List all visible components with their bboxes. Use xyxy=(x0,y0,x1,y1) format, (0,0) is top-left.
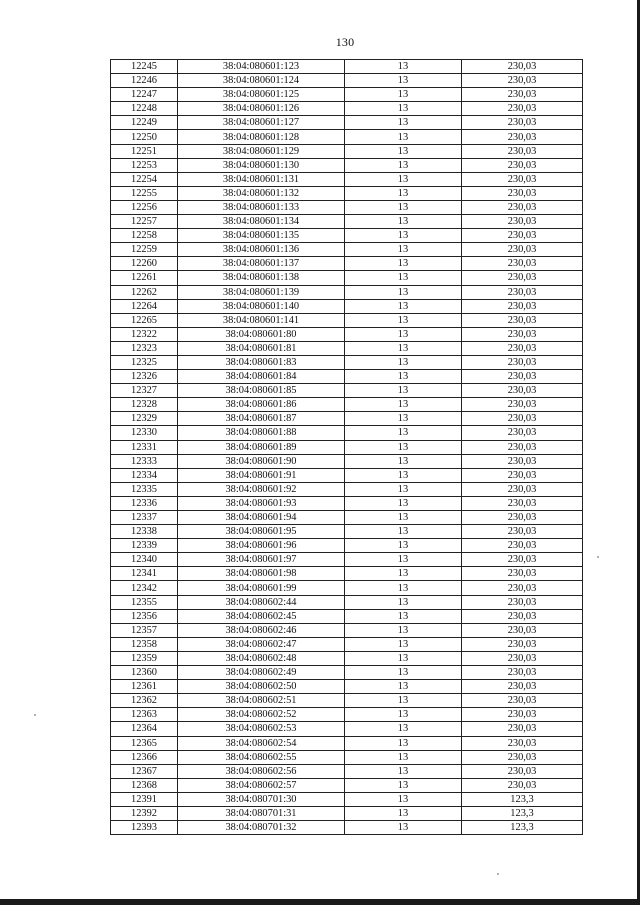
record-number-cell: 12247 xyxy=(111,88,178,102)
table-row xyxy=(111,623,583,637)
cadastral-number-cell: 38:04:080601:131 xyxy=(178,172,345,186)
cadastral-number-cell: 38:04:080601:91 xyxy=(178,468,345,482)
category-code-cell: 13 xyxy=(345,821,462,835)
category-code-cell: 13 xyxy=(345,680,462,694)
record-number-cell: 12393 xyxy=(111,821,178,835)
cadastral-number-cell: 38:04:080601:128 xyxy=(178,130,345,144)
value-cell: 230,03 xyxy=(462,496,583,510)
table-row xyxy=(111,299,583,313)
table-row xyxy=(111,384,583,398)
value-cell: 230,03 xyxy=(462,384,583,398)
cadastral-number-cell: 38:04:080601:135 xyxy=(178,229,345,243)
table-row xyxy=(111,567,583,581)
record-number-cell: 12248 xyxy=(111,102,178,116)
cadastral-number-cell: 38:04:080701:32 xyxy=(178,821,345,835)
cadastral-number-cell: 38:04:080601:83 xyxy=(178,355,345,369)
record-number-cell: 12250 xyxy=(111,130,178,144)
category-code-cell: 13 xyxy=(345,454,462,468)
cadastral-number-cell: 38:04:080602:52 xyxy=(178,708,345,722)
cadastral-number-cell: 38:04:080601:133 xyxy=(178,200,345,214)
cadastral-number-cell: 38:04:080601:99 xyxy=(178,581,345,595)
cadastral-number-cell: 38:04:080601:139 xyxy=(178,285,345,299)
record-number-cell: 12260 xyxy=(111,257,178,271)
cadastral-number-cell: 38:04:080601:127 xyxy=(178,116,345,130)
value-cell: 230,03 xyxy=(462,370,583,384)
record-number-cell: 12334 xyxy=(111,468,178,482)
category-code-cell: 13 xyxy=(345,60,462,74)
category-code-cell: 13 xyxy=(345,370,462,384)
value-cell: 230,03 xyxy=(462,243,583,257)
category-code-cell: 13 xyxy=(345,426,462,440)
cadastral-number-cell: 38:04:080601:97 xyxy=(178,553,345,567)
table-row xyxy=(111,708,583,722)
category-code-cell: 13 xyxy=(345,806,462,820)
cadastral-number-cell: 38:04:080601:96 xyxy=(178,539,345,553)
record-number-cell: 12335 xyxy=(111,482,178,496)
category-code-cell: 13 xyxy=(345,539,462,553)
table-row xyxy=(111,440,583,454)
table-row xyxy=(111,722,583,736)
table-row xyxy=(111,736,583,750)
table-row xyxy=(111,200,583,214)
cadastral-number-cell: 38:04:080601:92 xyxy=(178,482,345,496)
value-cell: 230,03 xyxy=(462,539,583,553)
table-row xyxy=(111,750,583,764)
table-row xyxy=(111,468,583,482)
cadastral-number-cell: 38:04:080601:125 xyxy=(178,88,345,102)
record-number-cell: 12329 xyxy=(111,412,178,426)
value-cell: 230,03 xyxy=(462,60,583,74)
value-cell: 123,3 xyxy=(462,792,583,806)
value-cell: 230,03 xyxy=(462,355,583,369)
record-number-cell: 12337 xyxy=(111,511,178,525)
cadastral-number-cell: 38:04:080602:53 xyxy=(178,722,345,736)
category-code-cell: 13 xyxy=(345,88,462,102)
record-number-cell: 12362 xyxy=(111,694,178,708)
record-number-cell: 12322 xyxy=(111,327,178,341)
table-row xyxy=(111,651,583,665)
cadastral-number-cell: 38:04:080601:90 xyxy=(178,454,345,468)
category-code-cell: 13 xyxy=(345,567,462,581)
category-code-cell: 13 xyxy=(345,285,462,299)
record-number-cell: 12323 xyxy=(111,341,178,355)
record-number-cell: 12330 xyxy=(111,426,178,440)
value-cell: 230,03 xyxy=(462,666,583,680)
table-row xyxy=(111,341,583,355)
record-number-cell: 12359 xyxy=(111,651,178,665)
record-number-cell: 12336 xyxy=(111,496,178,510)
value-cell: 230,03 xyxy=(462,271,583,285)
record-number-cell: 12249 xyxy=(111,116,178,130)
record-number-cell: 12255 xyxy=(111,186,178,200)
record-number-cell: 12246 xyxy=(111,74,178,88)
table-row xyxy=(111,821,583,835)
cadastral-number-cell: 38:04:080601:129 xyxy=(178,144,345,158)
records-table-body xyxy=(111,60,583,835)
cadastral-number-cell: 38:04:080602:57 xyxy=(178,778,345,792)
record-number-cell: 12338 xyxy=(111,525,178,539)
category-code-cell: 13 xyxy=(345,74,462,88)
record-number-cell: 12368 xyxy=(111,778,178,792)
category-code-cell: 13 xyxy=(345,792,462,806)
table-row xyxy=(111,158,583,172)
category-code-cell: 13 xyxy=(345,496,462,510)
scan-border-bottom xyxy=(0,899,640,905)
category-code-cell: 13 xyxy=(345,750,462,764)
value-cell: 230,03 xyxy=(462,285,583,299)
category-code-cell: 13 xyxy=(345,130,462,144)
cadastral-number-cell: 38:04:080601:137 xyxy=(178,257,345,271)
table-row xyxy=(111,525,583,539)
record-number-cell: 12253 xyxy=(111,158,178,172)
record-number-cell: 12363 xyxy=(111,708,178,722)
value-cell: 230,03 xyxy=(462,651,583,665)
category-code-cell: 13 xyxy=(345,764,462,778)
value-cell: 230,03 xyxy=(462,595,583,609)
cadastral-number-cell: 38:04:080602:49 xyxy=(178,666,345,680)
record-number-cell: 12358 xyxy=(111,637,178,651)
value-cell: 230,03 xyxy=(462,398,583,412)
table-row xyxy=(111,398,583,412)
table-row xyxy=(111,637,583,651)
table-row xyxy=(111,553,583,567)
cadastral-number-cell: 38:04:080602:47 xyxy=(178,637,345,651)
value-cell: 123,3 xyxy=(462,806,583,820)
table-row xyxy=(111,370,583,384)
value-cell: 230,03 xyxy=(462,609,583,623)
record-number-cell: 12367 xyxy=(111,764,178,778)
category-code-cell: 13 xyxy=(345,736,462,750)
record-number-cell: 12257 xyxy=(111,215,178,229)
table-row xyxy=(111,186,583,200)
value-cell: 230,03 xyxy=(462,172,583,186)
cadastral-number-cell: 38:04:080602:44 xyxy=(178,595,345,609)
table-row xyxy=(111,680,583,694)
cadastral-number-cell: 38:04:080601:132 xyxy=(178,186,345,200)
category-code-cell: 13 xyxy=(345,172,462,186)
cadastral-number-cell: 38:04:080602:46 xyxy=(178,623,345,637)
category-code-cell: 13 xyxy=(345,355,462,369)
category-code-cell: 13 xyxy=(345,511,462,525)
category-code-cell: 13 xyxy=(345,158,462,172)
table-row xyxy=(111,130,583,144)
table-row xyxy=(111,271,583,285)
category-code-cell: 13 xyxy=(345,609,462,623)
table-row xyxy=(111,102,583,116)
cadastral-number-cell: 38:04:080601:136 xyxy=(178,243,345,257)
record-number-cell: 12251 xyxy=(111,144,178,158)
value-cell: 230,03 xyxy=(462,327,583,341)
category-code-cell: 13 xyxy=(345,384,462,398)
table-row xyxy=(111,806,583,820)
record-number-cell: 12361 xyxy=(111,680,178,694)
value-cell: 230,03 xyxy=(462,102,583,116)
value-cell: 230,03 xyxy=(462,722,583,736)
table-row xyxy=(111,327,583,341)
record-number-cell: 12357 xyxy=(111,623,178,637)
value-cell: 230,03 xyxy=(462,454,583,468)
value-cell: 230,03 xyxy=(462,257,583,271)
category-code-cell: 13 xyxy=(345,327,462,341)
record-number-cell: 12360 xyxy=(111,666,178,680)
scan-speck xyxy=(34,714,36,716)
category-code-cell: 13 xyxy=(345,595,462,609)
value-cell: 230,03 xyxy=(462,623,583,637)
table-row xyxy=(111,215,583,229)
record-number-cell: 12258 xyxy=(111,229,178,243)
record-number-cell: 12326 xyxy=(111,370,178,384)
table-row xyxy=(111,511,583,525)
category-code-cell: 13 xyxy=(345,666,462,680)
category-code-cell: 13 xyxy=(345,102,462,116)
cadastral-number-cell: 38:04:080601:123 xyxy=(178,60,345,74)
table-row xyxy=(111,74,583,88)
page-number: 130 xyxy=(335,35,355,49)
record-number-cell: 12364 xyxy=(111,722,178,736)
category-code-cell: 13 xyxy=(345,412,462,426)
cadastral-number-cell: 38:04:080602:54 xyxy=(178,736,345,750)
category-code-cell: 13 xyxy=(345,651,462,665)
value-cell: 230,03 xyxy=(462,130,583,144)
category-code-cell: 13 xyxy=(345,553,462,567)
value-cell: 230,03 xyxy=(462,778,583,792)
record-number-cell: 12245 xyxy=(111,60,178,74)
table-row xyxy=(111,243,583,257)
value-cell: 230,03 xyxy=(462,426,583,440)
value-cell: 230,03 xyxy=(462,74,583,88)
value-cell: 230,03 xyxy=(462,116,583,130)
cadastral-number-cell: 38:04:080601:87 xyxy=(178,412,345,426)
cadastral-number-cell: 38:04:080601:126 xyxy=(178,102,345,116)
category-code-cell: 13 xyxy=(345,637,462,651)
table-row xyxy=(111,313,583,327)
record-number-cell: 12262 xyxy=(111,285,178,299)
record-number-cell: 12331 xyxy=(111,440,178,454)
record-number-cell: 12254 xyxy=(111,172,178,186)
value-cell: 230,03 xyxy=(462,736,583,750)
table-row xyxy=(111,539,583,553)
value-cell: 230,03 xyxy=(462,637,583,651)
cadastral-number-cell: 38:04:080601:140 xyxy=(178,299,345,313)
category-code-cell: 13 xyxy=(345,257,462,271)
value-cell: 230,03 xyxy=(462,468,583,482)
category-code-cell: 13 xyxy=(345,778,462,792)
table-row xyxy=(111,88,583,102)
cadastral-number-cell: 38:04:080602:51 xyxy=(178,694,345,708)
record-number-cell: 12256 xyxy=(111,200,178,214)
category-code-cell: 13 xyxy=(345,313,462,327)
record-number-cell: 12366 xyxy=(111,750,178,764)
cadastral-number-cell: 38:04:080601:130 xyxy=(178,158,345,172)
record-number-cell: 12340 xyxy=(111,553,178,567)
table-row xyxy=(111,595,583,609)
cadastral-number-cell: 38:04:080602:55 xyxy=(178,750,345,764)
table-row xyxy=(111,778,583,792)
value-cell: 230,03 xyxy=(462,215,583,229)
table-row xyxy=(111,355,583,369)
table-row xyxy=(111,60,583,74)
record-number-cell: 12333 xyxy=(111,454,178,468)
scan-speck xyxy=(497,873,499,875)
record-number-cell: 12356 xyxy=(111,609,178,623)
value-cell: 230,03 xyxy=(462,200,583,214)
record-number-cell: 12365 xyxy=(111,736,178,750)
value-cell: 230,03 xyxy=(462,440,583,454)
value-cell: 230,03 xyxy=(462,764,583,778)
category-code-cell: 13 xyxy=(345,200,462,214)
cadastral-number-cell: 38:04:080602:48 xyxy=(178,651,345,665)
value-cell: 230,03 xyxy=(462,482,583,496)
value-cell: 230,03 xyxy=(462,313,583,327)
cadastral-number-cell: 38:04:080601:98 xyxy=(178,567,345,581)
category-code-cell: 13 xyxy=(345,271,462,285)
record-number-cell: 12327 xyxy=(111,384,178,398)
value-cell: 230,03 xyxy=(462,708,583,722)
cadastral-number-cell: 38:04:080601:80 xyxy=(178,327,345,341)
category-code-cell: 13 xyxy=(345,186,462,200)
table-row xyxy=(111,412,583,426)
table-row xyxy=(111,285,583,299)
category-code-cell: 13 xyxy=(345,468,462,482)
cadastral-number-cell: 38:04:080701:31 xyxy=(178,806,345,820)
value-cell: 230,03 xyxy=(462,581,583,595)
cadastral-number-cell: 38:04:080601:124 xyxy=(178,74,345,88)
record-number-cell: 12355 xyxy=(111,595,178,609)
record-number-cell: 12342 xyxy=(111,581,178,595)
category-code-cell: 13 xyxy=(345,215,462,229)
category-code-cell: 13 xyxy=(345,398,462,412)
record-number-cell: 12325 xyxy=(111,355,178,369)
table-row xyxy=(111,496,583,510)
value-cell: 230,03 xyxy=(462,341,583,355)
table-row xyxy=(111,609,583,623)
records-table xyxy=(110,59,583,835)
record-number-cell: 12339 xyxy=(111,539,178,553)
value-cell: 230,03 xyxy=(462,144,583,158)
value-cell: 230,03 xyxy=(462,88,583,102)
value-cell: 230,03 xyxy=(462,553,583,567)
record-number-cell: 12265 xyxy=(111,313,178,327)
table-row xyxy=(111,172,583,186)
value-cell: 230,03 xyxy=(462,299,583,313)
value-cell: 230,03 xyxy=(462,412,583,426)
record-number-cell: 12264 xyxy=(111,299,178,313)
value-cell: 230,03 xyxy=(462,186,583,200)
value-cell: 230,03 xyxy=(462,229,583,243)
record-number-cell: 12328 xyxy=(111,398,178,412)
cadastral-number-cell: 38:04:080601:95 xyxy=(178,525,345,539)
category-code-cell: 13 xyxy=(345,581,462,595)
table-row xyxy=(111,229,583,243)
category-code-cell: 13 xyxy=(345,623,462,637)
category-code-cell: 13 xyxy=(345,694,462,708)
category-code-cell: 13 xyxy=(345,525,462,539)
value-cell: 230,03 xyxy=(462,680,583,694)
category-code-cell: 13 xyxy=(345,116,462,130)
table-row xyxy=(111,666,583,680)
category-code-cell: 13 xyxy=(345,243,462,257)
value-cell: 230,03 xyxy=(462,158,583,172)
category-code-cell: 13 xyxy=(345,299,462,313)
category-code-cell: 13 xyxy=(345,341,462,355)
table-row xyxy=(111,581,583,595)
record-number-cell: 12341 xyxy=(111,567,178,581)
category-code-cell: 13 xyxy=(345,722,462,736)
category-code-cell: 13 xyxy=(345,482,462,496)
record-number-cell: 12391 xyxy=(111,792,178,806)
cadastral-number-cell: 38:04:080601:93 xyxy=(178,496,345,510)
cadastral-number-cell: 38:04:080701:30 xyxy=(178,792,345,806)
table-row xyxy=(111,764,583,778)
cadastral-number-cell: 38:04:080601:84 xyxy=(178,370,345,384)
table-row xyxy=(111,482,583,496)
category-code-cell: 13 xyxy=(345,229,462,243)
value-cell: 230,03 xyxy=(462,525,583,539)
cadastral-number-cell: 38:04:080602:56 xyxy=(178,764,345,778)
table-row xyxy=(111,257,583,271)
cadastral-number-cell: 38:04:080601:141 xyxy=(178,313,345,327)
value-cell: 230,03 xyxy=(462,567,583,581)
table-row xyxy=(111,454,583,468)
category-code-cell: 13 xyxy=(345,440,462,454)
table-row xyxy=(111,426,583,440)
cadastral-number-cell: 38:04:080601:138 xyxy=(178,271,345,285)
cadastral-number-cell: 38:04:080601:86 xyxy=(178,398,345,412)
table-row xyxy=(111,116,583,130)
cadastral-number-cell: 38:04:080602:45 xyxy=(178,609,345,623)
scan-speck xyxy=(597,556,599,558)
cadastral-number-cell: 38:04:080601:89 xyxy=(178,440,345,454)
cadastral-number-cell: 38:04:080601:134 xyxy=(178,215,345,229)
value-cell: 230,03 xyxy=(462,750,583,764)
category-code-cell: 13 xyxy=(345,144,462,158)
cadastral-number-cell: 38:04:080601:81 xyxy=(178,341,345,355)
value-cell: 230,03 xyxy=(462,694,583,708)
cadastral-number-cell: 38:04:080602:50 xyxy=(178,680,345,694)
table-row xyxy=(111,144,583,158)
record-number-cell: 12261 xyxy=(111,271,178,285)
value-cell: 123,3 xyxy=(462,821,583,835)
category-code-cell: 13 xyxy=(345,708,462,722)
cadastral-number-cell: 38:04:080601:85 xyxy=(178,384,345,398)
record-number-cell: 12392 xyxy=(111,806,178,820)
cadastral-number-cell: 38:04:080601:94 xyxy=(178,511,345,525)
cadastral-number-cell: 38:04:080601:88 xyxy=(178,426,345,440)
table-row xyxy=(111,792,583,806)
value-cell: 230,03 xyxy=(462,511,583,525)
table-row xyxy=(111,694,583,708)
record-number-cell: 12259 xyxy=(111,243,178,257)
